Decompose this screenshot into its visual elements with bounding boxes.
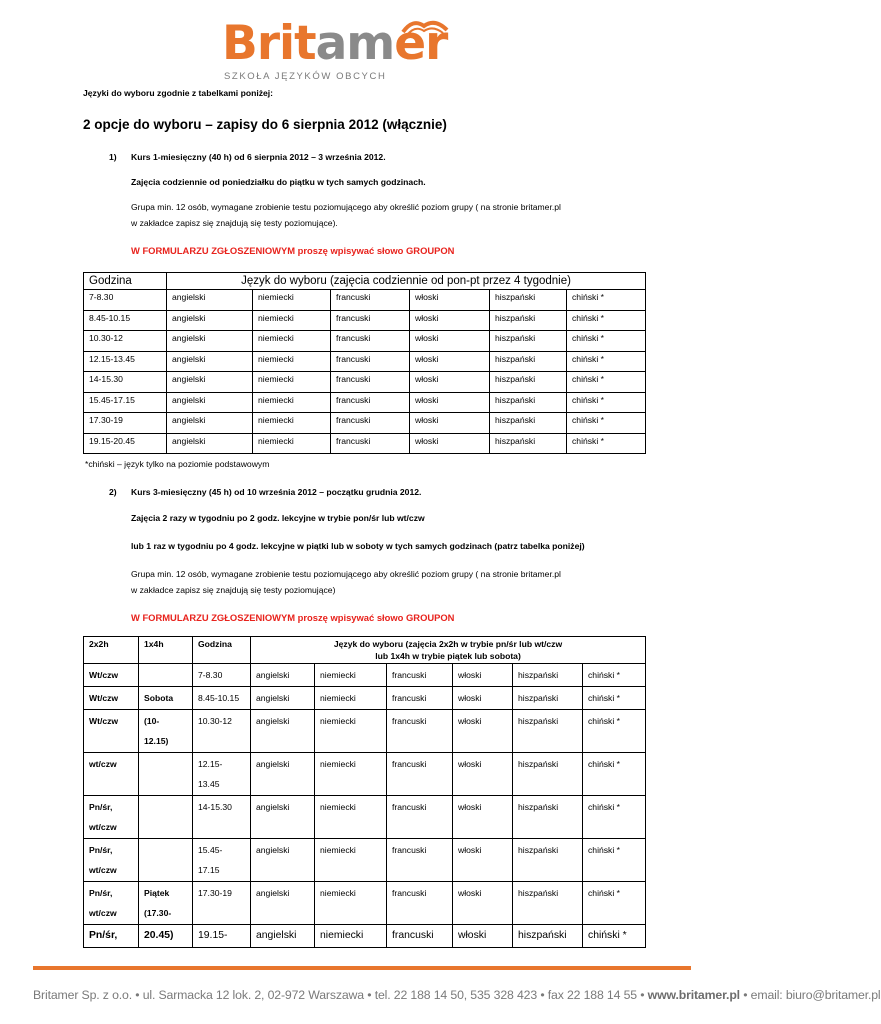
- logo-wordmark: Britamer: [222, 16, 448, 71]
- language-cell: francuski: [331, 290, 410, 311]
- language-cell-line: hiszpański: [518, 693, 559, 703]
- course1-form-note: W FORMULARZU ZGŁOSZENIOWYM proszę wpisywać słowo GROUPON: [131, 245, 455, 256]
- mode-2x2h-cell-line: Wt/czw: [89, 670, 119, 680]
- hour-cell-line: 7-8.30: [198, 670, 223, 680]
- mode-2x2h-cell: [84, 796, 139, 839]
- mode-2x2h-cell-line: wt/czw: [89, 759, 117, 769]
- language-cell: hiszpański: [490, 413, 567, 434]
- language-cell: [583, 687, 646, 710]
- language-cell-line: angielski: [256, 802, 290, 812]
- table-row: [84, 372, 646, 393]
- language-cell: niemiecki: [253, 310, 331, 331]
- language-cell: chiński *: [567, 310, 646, 331]
- mode-2x2h-cell: [84, 882, 139, 925]
- language-cell: [513, 687, 583, 710]
- mode-2x2h-cell-line: Pn/śr,: [89, 888, 113, 898]
- course1-schedule: Zajęcia codziennie od poniedziałku do piątku w tych samych godzinach.: [131, 177, 426, 187]
- mode-2x2h-cell: [84, 710, 139, 753]
- language-cell: [251, 839, 315, 882]
- logo-tagline: SZKOŁA JĘZYKÓW OBCYCH: [224, 71, 387, 82]
- language-cell-line: niemiecki: [320, 802, 356, 812]
- mode-1x4h-cell: [139, 796, 193, 839]
- language-cell: angielski: [167, 310, 253, 331]
- table-header-row: [84, 273, 646, 290]
- hour-cell: 12.15-13.45: [84, 351, 167, 372]
- language-cell: [583, 839, 646, 882]
- language-cell-line: włoski: [458, 716, 482, 726]
- language-cell: angielski: [167, 413, 253, 434]
- mode-2x2h-cell-line: Wt/czw: [89, 693, 119, 703]
- language-cell-line: niemiecki: [320, 716, 356, 726]
- language-cell: [387, 753, 453, 796]
- table-row: [84, 882, 646, 925]
- mode-1x4h-cell-line: 12.15): [144, 736, 169, 746]
- language-cell: angielski: [167, 433, 253, 454]
- course2-table: [83, 636, 646, 948]
- language-cell-line: chiński *: [588, 716, 620, 726]
- language-cell: hiszpański: [490, 351, 567, 372]
- language-cell: hiszpański: [490, 372, 567, 393]
- language-cell: niemiecki: [253, 433, 331, 454]
- course1-group-line1: Grupa min. 12 osób, wymagane zrobienie testu poziomującego aby określić poziom grupy ( na stronie britamer.pl: [131, 202, 561, 212]
- language-cell: [513, 882, 583, 925]
- language-cell-line: francuski: [392, 845, 427, 855]
- language-cell: [453, 710, 513, 753]
- language-cell: [251, 687, 315, 710]
- mode-2x2h-cell: [84, 687, 139, 710]
- intro-text: Języki do wyboru zgodnie z tabelkami poniżej:: [83, 88, 274, 98]
- hour-cell: [193, 664, 251, 687]
- language-cell-line: chiński *: [588, 888, 620, 898]
- language-cell: francuski: [331, 372, 410, 393]
- header-language: Język do wyboru (zajęcia codziennie od pon-pt przez 4 tygodnie): [167, 273, 646, 290]
- language-cell: [251, 710, 315, 753]
- language-cell: włoski: [410, 290, 490, 311]
- footer-tel: tel. 22 188 14 50, 535 328 423: [374, 988, 538, 1002]
- language-cell-line: włoski: [458, 845, 482, 855]
- course2-title: Kurs 3-miesięczny (45 h) od 10 września 2012 – początku grudnia 2012.: [131, 487, 422, 497]
- hour-cell-line: 14-15.30: [198, 802, 232, 812]
- mode-1x4h-cell: [139, 839, 193, 882]
- language-cell: angielski: [167, 331, 253, 352]
- language-cell-line: hiszpański: [518, 759, 559, 769]
- mode-1x4h-cell: [139, 925, 193, 948]
- mode-1x4h-cell: [139, 687, 193, 710]
- language-cell: [315, 796, 387, 839]
- language-cell: [453, 796, 513, 839]
- language-cell-line: chiński *: [588, 802, 620, 812]
- table1-footnote: *chiński – język tylko na poziomie podstawowym: [85, 459, 270, 469]
- language-cell: hiszpański: [490, 433, 567, 454]
- language-cell: [251, 925, 315, 948]
- language-cell-line: niemiecki: [320, 759, 356, 769]
- language-cell: hiszpański: [490, 290, 567, 311]
- mode-2x2h-cell-line: Pn/śr,: [89, 930, 118, 941]
- language-cell: włoski: [410, 413, 490, 434]
- language-cell: [513, 664, 583, 687]
- language-cell: [583, 882, 646, 925]
- language-cell-line: francuski: [392, 759, 427, 769]
- footer-email-link[interactable]: email: biuro@britamer.pl: [750, 988, 881, 1002]
- table-row: [84, 796, 646, 839]
- hour-cell: [193, 687, 251, 710]
- course1-title: Kurs 1-miesięczny (40 h) od 6 sierpnia 2012 – 3 września 2012.: [131, 152, 386, 162]
- hour-cell-line: 17.15: [198, 865, 220, 875]
- language-cell-line: francuski: [392, 930, 434, 941]
- language-cell: chiński *: [567, 351, 646, 372]
- course2-group-line2: w zakładce zapisz się znajdują się testy poziomujące): [131, 585, 336, 595]
- hour-cell: 8.45-10.15: [84, 310, 167, 331]
- hour-cell: [193, 753, 251, 796]
- language-cell-line: angielski: [256, 693, 290, 703]
- hour-cell-line: 12.15-: [198, 759, 223, 769]
- language-cell-line: angielski: [256, 670, 290, 680]
- course1-table: [83, 272, 646, 454]
- language-cell: [513, 839, 583, 882]
- language-cell: francuski: [331, 413, 410, 434]
- footer-address: ul. Sarmacka 12 lok. 2, 02-972 Warszawa: [142, 988, 364, 1002]
- language-cell: hiszpański: [490, 392, 567, 413]
- language-cell: hiszpański: [490, 331, 567, 352]
- language-cell: francuski: [331, 392, 410, 413]
- language-cell: [315, 664, 387, 687]
- language-cell: [453, 664, 513, 687]
- language-cell-line: angielski: [256, 930, 297, 941]
- language-cell: niemiecki: [253, 290, 331, 311]
- language-cell: [387, 710, 453, 753]
- mode-2x2h-cell-line: Pn/śr,: [89, 802, 113, 812]
- language-cell: [583, 753, 646, 796]
- hour-cell: [193, 839, 251, 882]
- language-cell-line: angielski: [256, 759, 290, 769]
- mode-2x2h-cell-line: Pn/śr,: [89, 845, 113, 855]
- language-cell-line: niemiecki: [320, 670, 356, 680]
- mode-2x2h-cell-line: wt/czw: [89, 865, 117, 875]
- table-row: [84, 290, 646, 311]
- language-cell-line: włoski: [458, 930, 487, 941]
- language-cell-line: angielski: [256, 888, 290, 898]
- language-cell: [583, 710, 646, 753]
- language-cell: [315, 710, 387, 753]
- header-godzina: Godzina: [193, 637, 251, 664]
- mode-2x2h-cell: [84, 753, 139, 796]
- footer-company: Britamer Sp. z o.o.: [33, 988, 132, 1002]
- language-cell: angielski: [167, 392, 253, 413]
- language-cell: [453, 753, 513, 796]
- language-cell: francuski: [331, 331, 410, 352]
- language-cell: [315, 839, 387, 882]
- language-cell: włoski: [410, 351, 490, 372]
- header-godzina: Godzina: [84, 273, 167, 290]
- mode-1x4h-cell-line: (17.30-: [144, 908, 172, 918]
- hour-cell: 14-15.30: [84, 372, 167, 393]
- language-cell: chiński *: [567, 413, 646, 434]
- language-cell: [387, 882, 453, 925]
- language-cell: angielski: [167, 351, 253, 372]
- language-cell-line: chiński *: [588, 759, 620, 769]
- table-row: [84, 351, 646, 372]
- hour-cell: 15.45-17.15: [84, 392, 167, 413]
- language-cell-line: włoski: [458, 670, 482, 680]
- language-cell: [387, 839, 453, 882]
- language-cell-line: chiński *: [588, 930, 627, 941]
- language-cell-line: chiński *: [588, 693, 620, 703]
- language-cell-line: włoski: [458, 693, 482, 703]
- hour-cell-line: 19.15-: [198, 930, 228, 941]
- mode-1x4h-cell: [139, 710, 193, 753]
- language-cell: chiński *: [567, 372, 646, 393]
- language-cell-line: francuski: [392, 802, 427, 812]
- language-cell: niemiecki: [253, 331, 331, 352]
- header-language-line2: lub 1x4h w trybie piątek lub sobota): [375, 651, 521, 661]
- language-cell-line: hiszpański: [518, 930, 567, 941]
- language-cell: chiński *: [567, 331, 646, 352]
- mode-2x2h-cell: [84, 925, 139, 948]
- language-cell: [315, 753, 387, 796]
- language-cell-line: włoski: [458, 802, 482, 812]
- table-row: [84, 331, 646, 352]
- language-cell: włoski: [410, 310, 490, 331]
- table-row: [84, 413, 646, 434]
- language-cell-line: francuski: [392, 670, 427, 680]
- table-row: [84, 687, 646, 710]
- hour-cell: 19.15-20.45: [84, 433, 167, 454]
- header-2x2h: 2x2h: [84, 637, 139, 664]
- language-cell-line: hiszpański: [518, 670, 559, 680]
- language-cell: niemiecki: [253, 351, 331, 372]
- mode-1x4h-cell-line: Piątek: [144, 888, 170, 898]
- language-cell: włoski: [410, 392, 490, 413]
- hour-cell: [193, 710, 251, 753]
- mode-2x2h-cell: [84, 839, 139, 882]
- mode-2x2h-cell-line: Wt/czw: [89, 716, 119, 726]
- language-cell: francuski: [331, 351, 410, 372]
- table-header-row: [84, 637, 646, 664]
- language-cell-line: niemiecki: [320, 845, 356, 855]
- language-cell: [513, 710, 583, 753]
- mode-1x4h-cell-line: (10-: [144, 716, 160, 726]
- table-row: [84, 839, 646, 882]
- language-cell: [453, 839, 513, 882]
- language-cell: [315, 925, 387, 948]
- language-cell-line: francuski: [392, 888, 427, 898]
- hour-cell: [193, 882, 251, 925]
- hour-cell-line: 8.45-10.15: [198, 693, 240, 703]
- language-cell: włoski: [410, 433, 490, 454]
- language-cell-line: niemiecki: [320, 930, 364, 941]
- footer-www-link[interactable]: www.britamer.pl: [647, 988, 740, 1002]
- header-language: [251, 637, 646, 664]
- course1-group-line2: w zakładce zapisz się znajdują się testy poziomujące).: [131, 218, 338, 228]
- mode-1x4h-cell-line: Sobota: [144, 693, 174, 703]
- hour-cell: 7-8.30: [84, 290, 167, 311]
- language-cell-line: chiński *: [588, 845, 620, 855]
- language-cell: [583, 925, 646, 948]
- language-cell-line: niemiecki: [320, 693, 356, 703]
- britamer-logo: [222, 14, 452, 84]
- hour-cell: 10.30-12: [84, 331, 167, 352]
- language-cell-line: hiszpański: [518, 888, 559, 898]
- language-cell: hiszpański: [490, 310, 567, 331]
- language-cell: [251, 664, 315, 687]
- hour-cell-line: 15.45-: [198, 845, 223, 855]
- course2-form-note: W FORMULARZU ZGŁOSZENIOWYM proszę wpisywać słowo GROUPON: [131, 612, 455, 623]
- language-cell: [387, 796, 453, 839]
- mode-2x2h-cell-line: wt/czw: [89, 908, 117, 918]
- course1-number: 1): [109, 152, 117, 162]
- hour-cell: [193, 796, 251, 839]
- language-cell: francuski: [331, 433, 410, 454]
- course2-group-line1: Grupa min. 12 osób, wymagane zrobienie testu poziomującego aby określić poziom grupy ( na stronie britamer.pl: [131, 569, 561, 579]
- hour-cell: [193, 925, 251, 948]
- course2-schedule2: lub 1 raz w tygodniu po 4 godz. lekcyjne w piątki lub w soboty w tych samych godzinach (patrz tabelka poniżej): [131, 541, 585, 551]
- language-cell-line: hiszpański: [518, 802, 559, 812]
- language-cell-line: chiński *: [588, 670, 620, 680]
- language-cell: [251, 753, 315, 796]
- footer-fax: fax 22 188 14 55: [547, 988, 637, 1002]
- language-cell: [453, 925, 513, 948]
- language-cell: angielski: [167, 372, 253, 393]
- mode-1x4h-cell-line: 20.45): [144, 930, 174, 941]
- language-cell-line: hiszpański: [518, 716, 559, 726]
- language-cell-line: włoski: [458, 759, 482, 769]
- page-heading: 2 opcje do wyboru – zapisy do 6 sierpnia 2012 (włącznie): [83, 117, 447, 132]
- hour-cell-line: 13.45: [198, 779, 220, 789]
- hour-cell: 17.30-19: [84, 413, 167, 434]
- mode-1x4h-cell: [139, 664, 193, 687]
- language-cell: angielski: [167, 290, 253, 311]
- language-cell: [513, 753, 583, 796]
- table-row: [84, 392, 646, 413]
- language-cell: francuski: [331, 310, 410, 331]
- language-cell-line: włoski: [458, 888, 482, 898]
- hour-cell-line: 17.30-19: [198, 888, 232, 898]
- table-row: [84, 925, 646, 948]
- table-row: [84, 664, 646, 687]
- language-cell: [453, 882, 513, 925]
- language-cell: [513, 796, 583, 839]
- language-cell-line: niemiecki: [320, 888, 356, 898]
- language-cell-line: angielski: [256, 845, 290, 855]
- language-cell: niemiecki: [253, 413, 331, 434]
- mode-2x2h-cell-line: wt/czw: [89, 822, 117, 832]
- language-cell-line: francuski: [392, 716, 427, 726]
- language-cell: [387, 687, 453, 710]
- hour-cell-line: 10.30-12: [198, 716, 232, 726]
- language-cell-line: francuski: [392, 693, 427, 703]
- language-cell-line: hiszpański: [518, 845, 559, 855]
- language-cell: [453, 687, 513, 710]
- language-cell: [513, 925, 583, 948]
- language-cell-line: angielski: [256, 716, 290, 726]
- table-row: [84, 710, 646, 753]
- footer: Britamer Sp. z o.o. • ul. Sarmacka 12 lok. 2, 02-972 Warszawa • tel. 22 188 14 50, 535 328 423 • fax 22 188 14 55 • www.britamer.pl • email: biuro@britamer.pl: [33, 988, 881, 1002]
- language-cell: chiński *: [567, 290, 646, 311]
- header-1x4h: 1x4h: [139, 637, 193, 664]
- language-cell: [583, 664, 646, 687]
- language-cell: [251, 882, 315, 925]
- table-row: [84, 310, 646, 331]
- language-cell: [251, 796, 315, 839]
- language-cell: [315, 882, 387, 925]
- table-row: [84, 753, 646, 796]
- language-cell: niemiecki: [253, 392, 331, 413]
- course2-schedule1: Zajęcia 2 razy w tygodniu po 2 godz. lekcyjne w trybie pon/śr lub wt/czw: [131, 513, 425, 523]
- language-cell: chiński *: [567, 433, 646, 454]
- header-language-line1: Język do wyboru (zajęcia 2x2h w trybie pn/śr lub wt/czw: [333, 639, 563, 649]
- footer-rule: [33, 966, 691, 970]
- mode-2x2h-cell: [84, 664, 139, 687]
- language-cell: włoski: [410, 331, 490, 352]
- language-cell: włoski: [410, 372, 490, 393]
- language-cell: [387, 664, 453, 687]
- language-cell: [315, 687, 387, 710]
- mode-1x4h-cell: [139, 882, 193, 925]
- language-cell: [387, 925, 453, 948]
- table-row: [84, 433, 646, 454]
- language-cell: chiński *: [567, 392, 646, 413]
- language-cell: [583, 796, 646, 839]
- mode-1x4h-cell: [139, 753, 193, 796]
- course2-number: 2): [109, 487, 117, 497]
- language-cell: niemiecki: [253, 372, 331, 393]
